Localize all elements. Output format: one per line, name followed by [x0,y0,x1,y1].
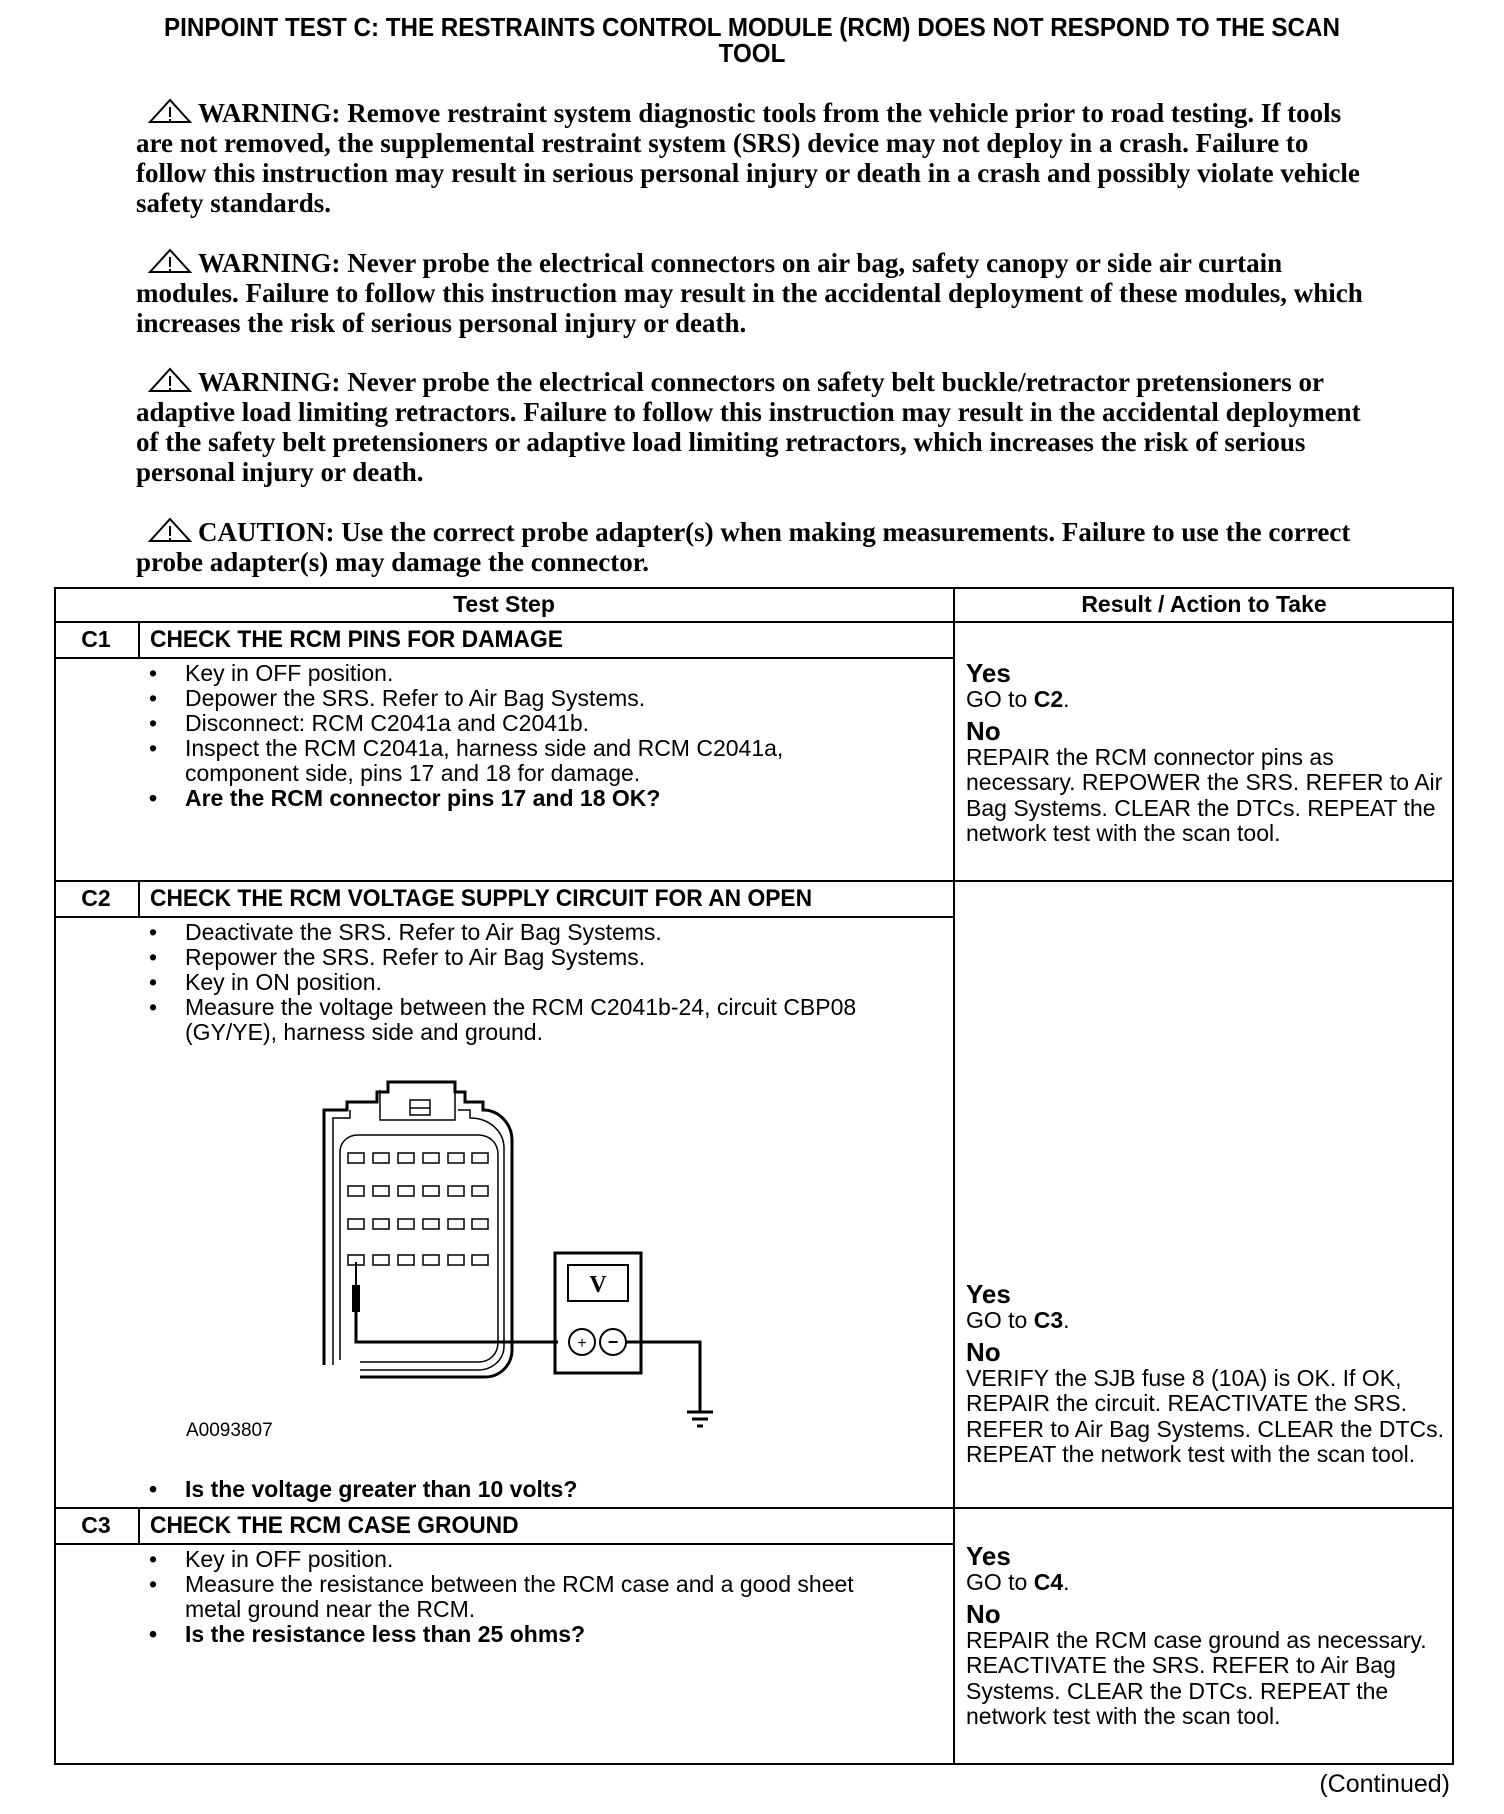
step-title: CHECK THE RCM VOLTAGE SUPPLY CIRCUIT FOR AN OPEN [150,885,813,912]
notice-label: CAUTION: [198,517,335,547]
yes-label: Yes [966,1541,1011,1571]
notice-text: Remove restraint system diagnostic tools from the vehicle prior to road testing. If tools are not removed, the supplemental restraint system (SRS) device may not deploy in a crash. Failure to follow this instruction may result in serious personal injury or death in a crash and possibly violate vehicle safety standards. [136,98,1360,218]
warning-triangle-icon [148,248,192,274]
plus-terminal: + [577,1335,587,1352]
goto-step-link[interactable]: C4 [1033,1569,1064,1595]
yes-action: GO to C4. [966,1569,1070,1595]
voltmeter-icon [555,1253,641,1373]
step-instructions [145,661,865,811]
instruction-item: • Key in OFF position. [145,1547,865,1572]
probe-lead [352,1262,558,1342]
warning-notice-3 [136,367,1366,487]
step-title: CHECK THE RCM CASE GROUND [150,1512,519,1539]
step-question: • Is the voltage greater than 10 volts? [145,1477,865,1502]
connector-voltage-diagram [300,1080,720,1450]
notice-label: WARNING: [198,248,341,278]
minus-terminal: − [607,1332,619,1352]
step-instructions [145,920,865,1045]
yes-label: Yes [966,1279,1011,1309]
column-divider [953,587,955,1765]
instruction-item: • Measure the resistance between the RCM case and a good sheet metal ground near the RCM. [145,1572,865,1622]
step-title-divider [54,657,954,659]
warning-triangle-icon [148,517,192,543]
no-label: No [966,1336,1001,1367]
id-divider [138,1508,140,1544]
voltmeter-label: V [589,1272,607,1298]
notice-text: Never probe the electrical connectors on safety belt buckle/retractor pretensioners or adaptive load limiting retractors. Failure to follow this instruction may result in the accidental deployment of the safety belt pretensioners or adaptive load limiting retractors, which increases the risk of serious personal injury or death. [136,367,1361,487]
yes-label: Yes [966,658,1011,688]
connector-pins [348,1153,488,1265]
goto-step-link[interactable]: C3 [1033,1307,1064,1333]
step-result [966,659,1446,847]
instruction-item: • Key in OFF position. [145,661,865,686]
instruction-item: • Deactivate the SRS. Refer to Air Bag Systems. [145,920,865,945]
no-action-text: REPAIR the RCM connector pins as necessary. REPOWER the SRS. REFER to Air Bag Systems. CLEAR the DTCs. REPEAT the network test with the scan tool. [966,743,1443,846]
page-title-line-1: PINPOINT TEST C: THE RESTRAINTS CONTROL MODULE (RCM) DOES NOT RESPOND TO THE SCAN [164,12,1340,42]
no-label: No [966,715,1001,746]
yes-action: GO to C3. [966,1307,1070,1333]
warning-triangle-icon [148,98,192,124]
instruction-item: • Disconnect: RCM C2041a and C2041b. [145,711,865,736]
step-instructions [145,1477,865,1502]
column-header-test-step: Test Step [453,591,555,617]
step-title-divider [54,1543,954,1545]
no-action-text: VERIFY the SJB fuse 8 (10A) is OK. If OK, REPAIR the circuit. REACTIVATE the SRS. REFER to Air Bag Systems. CLEAR the DTCs. REPEAT the network test with the scan tool. [966,1364,1445,1467]
instruction-item: • Inspect the RCM C2041a, harness side and RCM C2041a, component side, pins 17 and 18 for damage. [145,736,865,786]
continued-label: (Continued) [1319,1770,1450,1798]
instruction-item: • Repower the SRS. Refer to Air Bag Systems. [145,945,865,970]
id-divider [138,622,140,658]
step-instructions [145,1547,865,1647]
figure-id: A0093807 [186,1420,273,1441]
goto-step-link[interactable]: C2 [1033,686,1064,712]
page-title [53,14,1452,66]
warning-triangle-icon [148,367,192,393]
notice-text: Use the correct probe adapter(s) when making measurements. Failure to use the correct probe adapter(s) may damage the connector. [136,517,1351,577]
instruction-item: • Key in ON position. [145,970,865,995]
notice-text: Never probe the electrical connectors on air bag, safety canopy or side air curtain modules. Failure to follow this instruction may result in the accidental deployment of these modules, which increases the risk of serious personal injury or death. [136,248,1363,338]
yes-action-text: GO to [966,686,1034,712]
step-result [966,1542,1446,1730]
notice-label: WARNING: [198,98,341,128]
warning-notice-2 [136,248,1366,338]
step-title: CHECK THE RCM PINS FOR DAMAGE [150,626,563,653]
no-label: No [966,1598,1001,1629]
step-question: • Are the RCM connector pins 17 and 18 OK? [145,786,865,811]
instruction-item: • Measure the voltage between the RCM C2041b-24, circuit CBP08 (GY/YE), harness side and ground. [145,995,865,1045]
ground-icon [626,1342,713,1426]
yes-action-text: GO to [966,1569,1034,1595]
caution-notice [136,517,1366,577]
step-id: C3 [81,1512,111,1538]
notice-label: WARNING: [198,367,341,397]
step-title-divider [54,916,954,918]
column-header-result: Result / Action to Take [1081,591,1327,617]
step-result [966,1280,1446,1468]
warning-notice-1 [136,98,1366,218]
step-question: • Is the resistance less than 25 ohms? [145,1622,865,1647]
no-action-text: REPAIR the RCM case ground as necessary. REACTIVATE the SRS. REFER to Air Bag Systems. CLEAR the DTCs. REPEAT the network test with the scan tool. [966,1626,1427,1729]
step-id: C2 [81,885,111,911]
instruction-item: • Depower the SRS. Refer to Air Bag Systems. [145,686,865,711]
id-divider [138,881,140,917]
page-title-line-2: TOOL [718,38,786,68]
yes-action: GO to C2. [966,686,1070,712]
step-id: C1 [81,626,111,652]
yes-action-text: GO to [966,1307,1034,1333]
